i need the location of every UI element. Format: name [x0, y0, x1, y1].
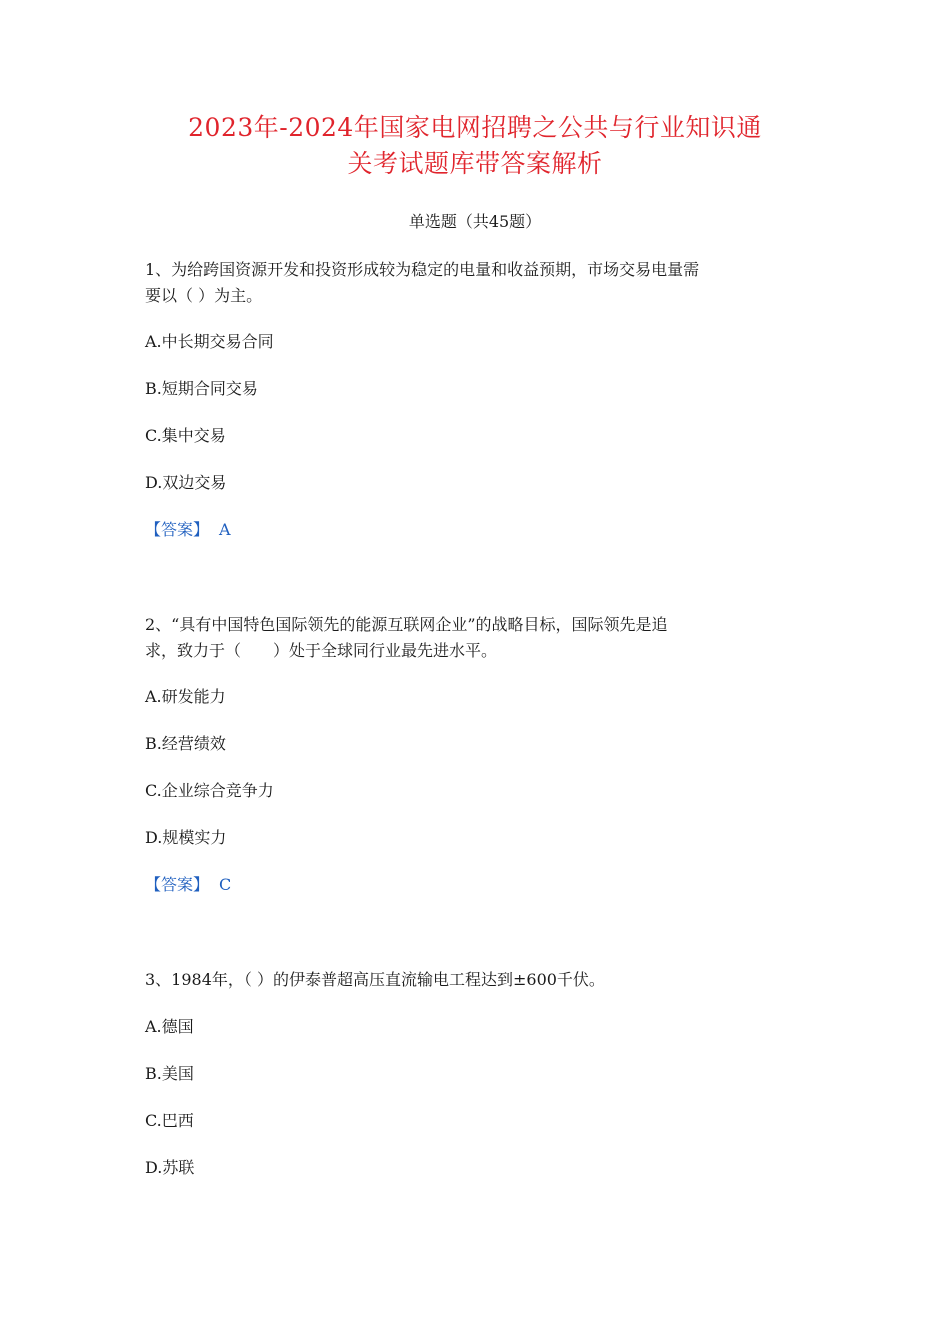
question-2-option-b: B.经营绩效 [145, 734, 226, 753]
document-title-line-1: 2023年-2024年国家电网招聘之公共与行业知识通 [188, 113, 762, 142]
section-heading: 单选题（共45题） [408, 212, 542, 231]
question-3-option-c: C.巴西 [145, 1111, 194, 1130]
answer-label: 【答案】 [145, 875, 210, 894]
question-1-option-a: A.中长期交易合同 [145, 332, 274, 351]
answer-label: 【答案】 [145, 520, 210, 539]
question-2-stem-line-1: 2、“具有中国特色国际领先的能源互联网企业”的战略目标，国际领先是追 [145, 615, 668, 634]
question-2-answer [145, 873, 825, 897]
question-1-option-c: C.集中交易 [145, 426, 226, 445]
question-1-option-b: B.短期合同交易 [145, 379, 258, 398]
question-2-option-d: D.规模实力 [145, 828, 227, 847]
question-2-stem-line-2: 求，致力于（ ）处于全球同行业最先进水平。 [145, 641, 498, 660]
question-2-option-a: A.研发能力 [145, 687, 226, 706]
question-2-option-c: C.企业综合竞争力 [145, 781, 274, 800]
question-3-option-a: A.德国 [145, 1017, 194, 1036]
question-1-stem-line-1: 1、为给跨国资源开发和投资形成较为稳定的电量和收益预期，市场交易电量需 [145, 260, 700, 279]
question-1-option-d: D.双边交易 [145, 473, 227, 492]
question-1-answer [145, 518, 825, 542]
question-1-stem-line-2: 要以（ ）为主。 [145, 286, 263, 305]
question-3-option-d: D.苏联 [145, 1158, 195, 1177]
question-3-stem-line-1: 3、1984年，（ ）的伊泰普超高压直流输电工程达到±600千伏。 [145, 970, 605, 989]
document-title-line-2: 关考试题库带答案解析 [347, 149, 603, 178]
answer-value: A [219, 520, 231, 539]
question-3-option-b: B.美国 [145, 1064, 194, 1083]
answer-value: C [219, 875, 232, 894]
